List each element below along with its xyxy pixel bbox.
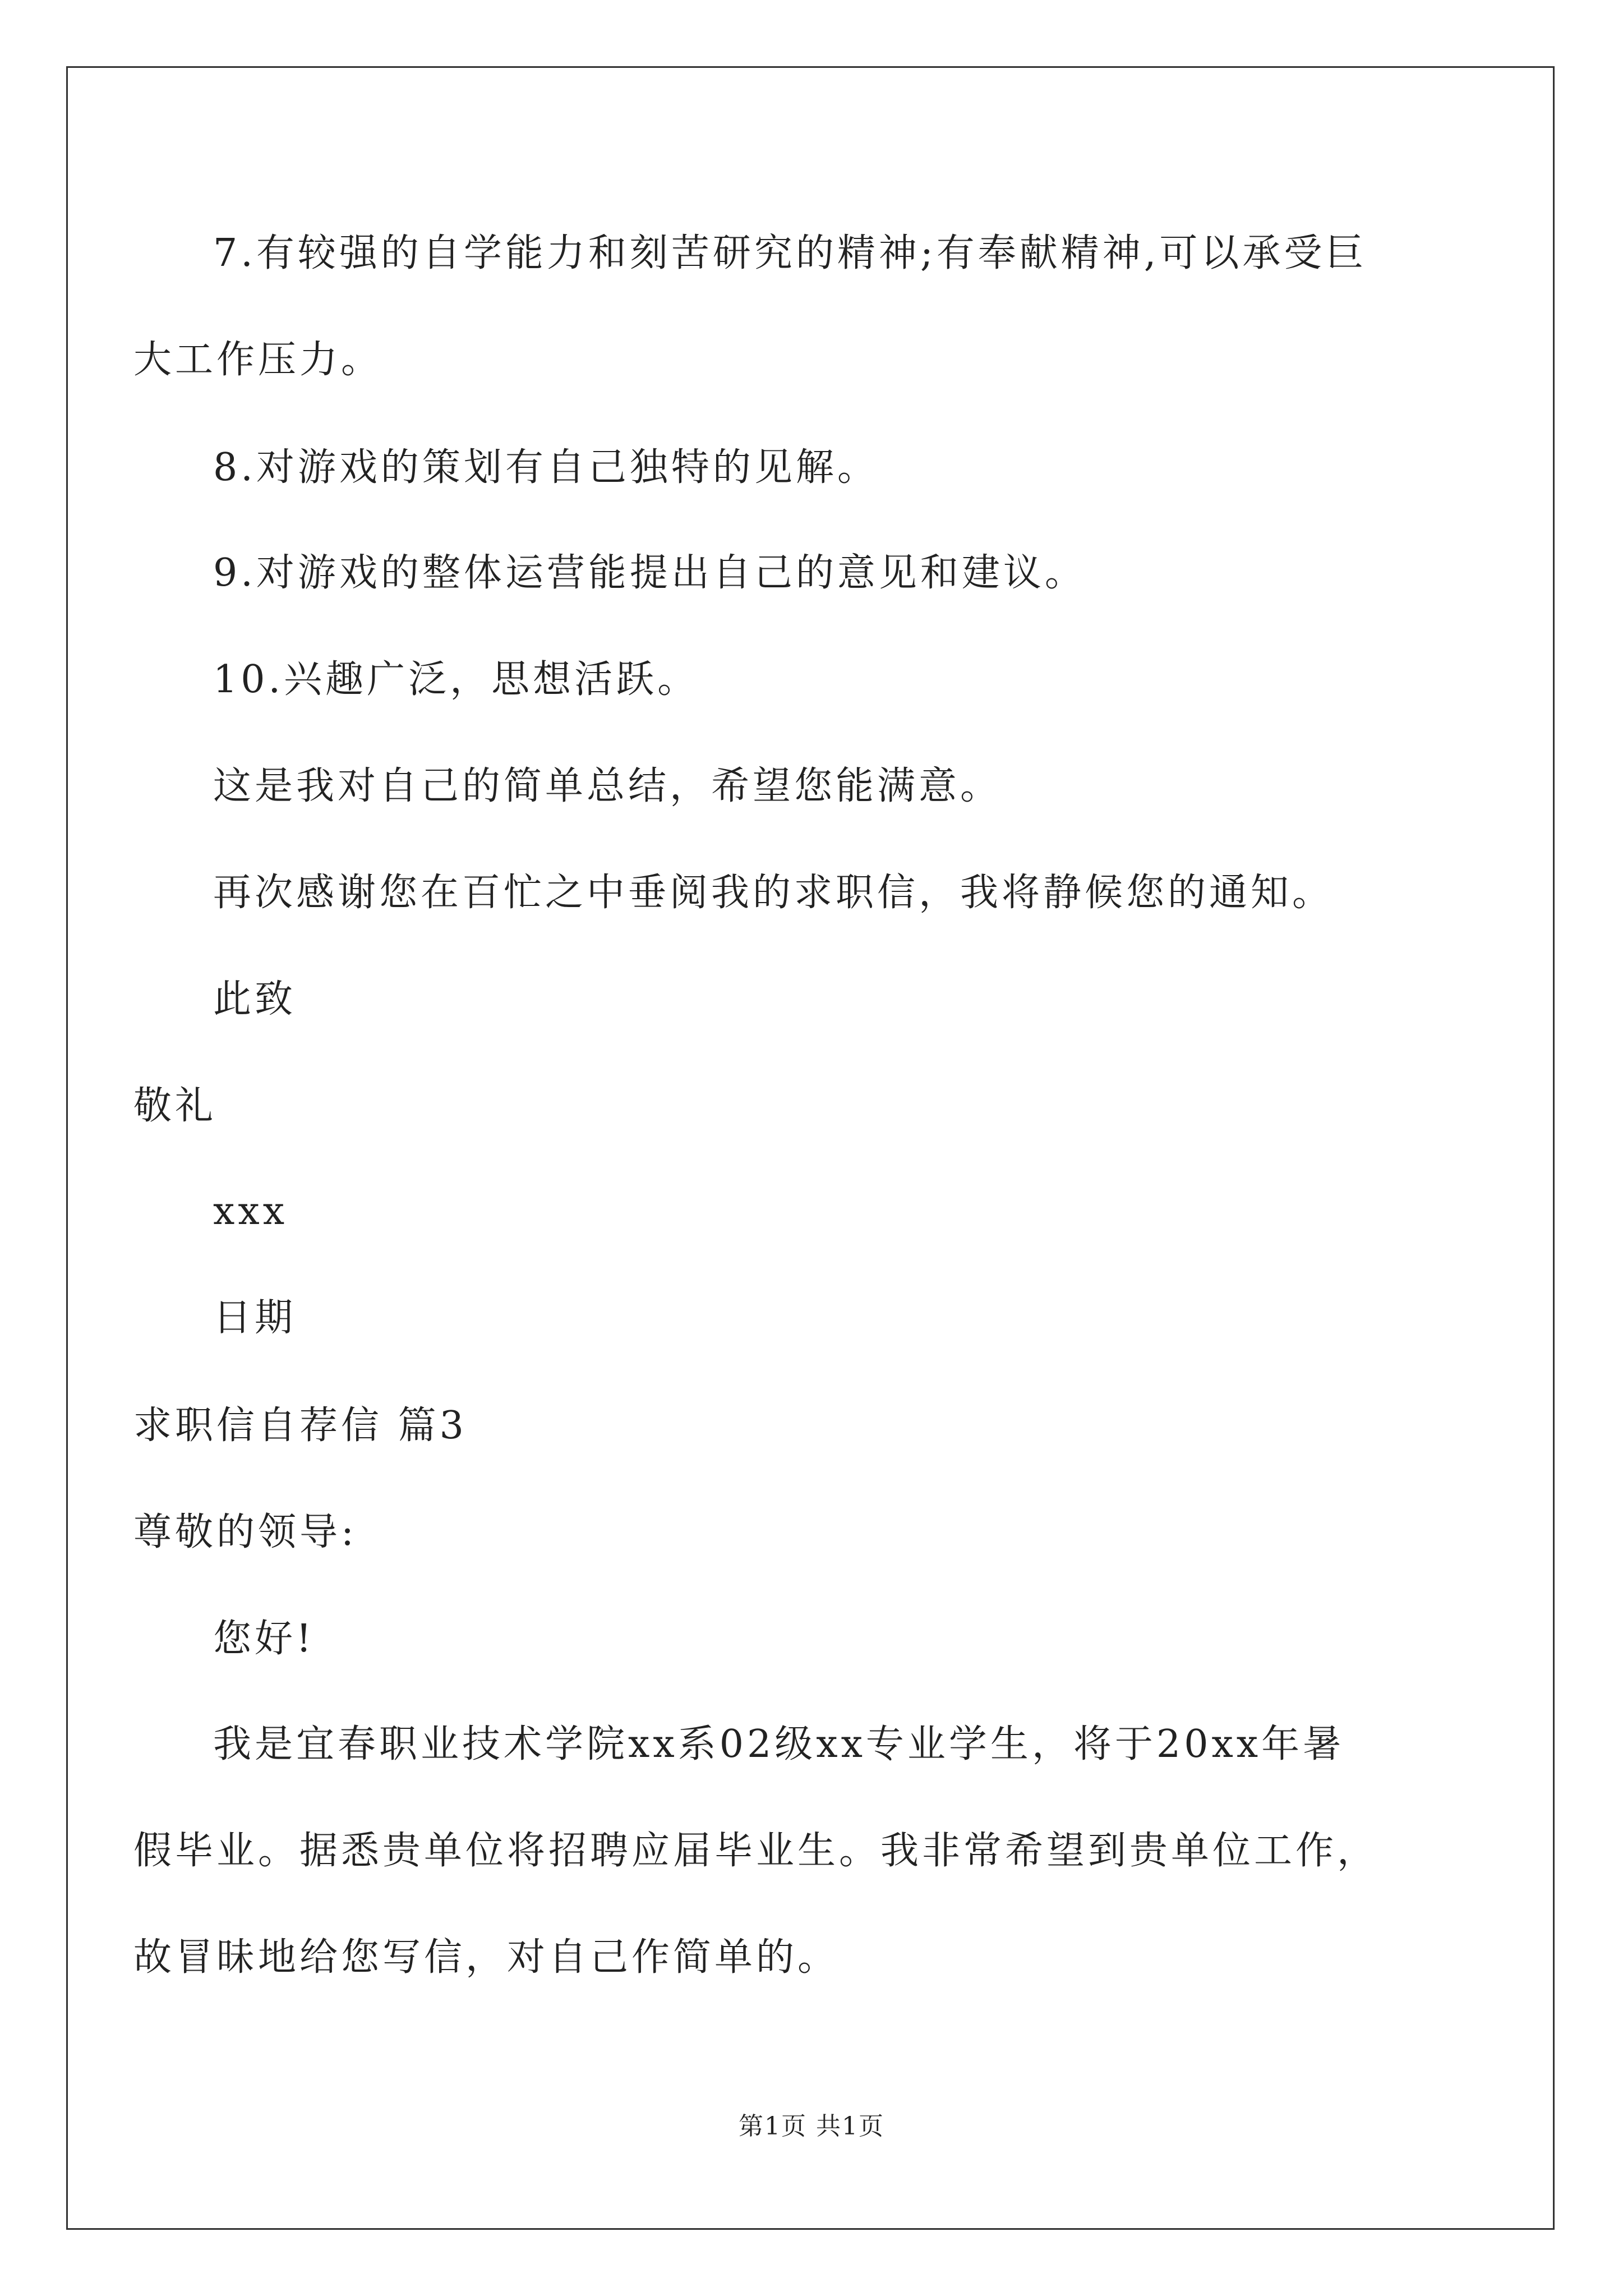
text-line-5: 10.兴趣广泛，思想活跃。 bbox=[213, 657, 699, 702]
text-line-15: 我是宜春职业技术学院xx系02级xx专业学生，将于20xx年暑 bbox=[213, 1722, 1345, 1766]
greeting-hello: 您好! bbox=[213, 1617, 315, 1661]
closing-regards: 敬礼 bbox=[133, 1084, 217, 1128]
text-line-17: 故冒昧地给您写信，对自己作简单的。 bbox=[133, 1935, 840, 1980]
text-line-1: 7.有较强的自学能力和刻苦研究的精神;有奉献精神,可以承受巨 bbox=[213, 231, 1367, 275]
text-line-4: 9.对游戏的整体运营能提出自己的意见和建议。 bbox=[213, 551, 1086, 595]
closing-salutation: 此致 bbox=[213, 977, 297, 1022]
signature-date: 日期 bbox=[213, 1296, 297, 1340]
text-line-3: 8.对游戏的策划有自己独特的见解。 bbox=[213, 445, 879, 490]
text-line-7: 再次感谢您在百忙之中垂阅我的求职信，我将静候您的通知。 bbox=[213, 871, 1334, 915]
page-number-footer: 第1页 共1页 bbox=[739, 2112, 884, 2141]
section-heading: 求职信自荐信 篇3 bbox=[133, 1404, 467, 1448]
signature-name: xxx bbox=[213, 1189, 288, 1234]
page-border bbox=[66, 66, 1555, 2230]
greeting-addressee: 尊敬的领导: bbox=[133, 1510, 357, 1554]
text-line-6: 这是我对自己的简单总结，希望您能满意。 bbox=[213, 764, 1002, 808]
text-line-16: 假毕业。据悉贵单位将招聘应届毕业生。我非常希望到贵单位工作， bbox=[133, 1829, 1379, 1873]
text-line-2: 大工作压力。 bbox=[133, 338, 383, 382]
